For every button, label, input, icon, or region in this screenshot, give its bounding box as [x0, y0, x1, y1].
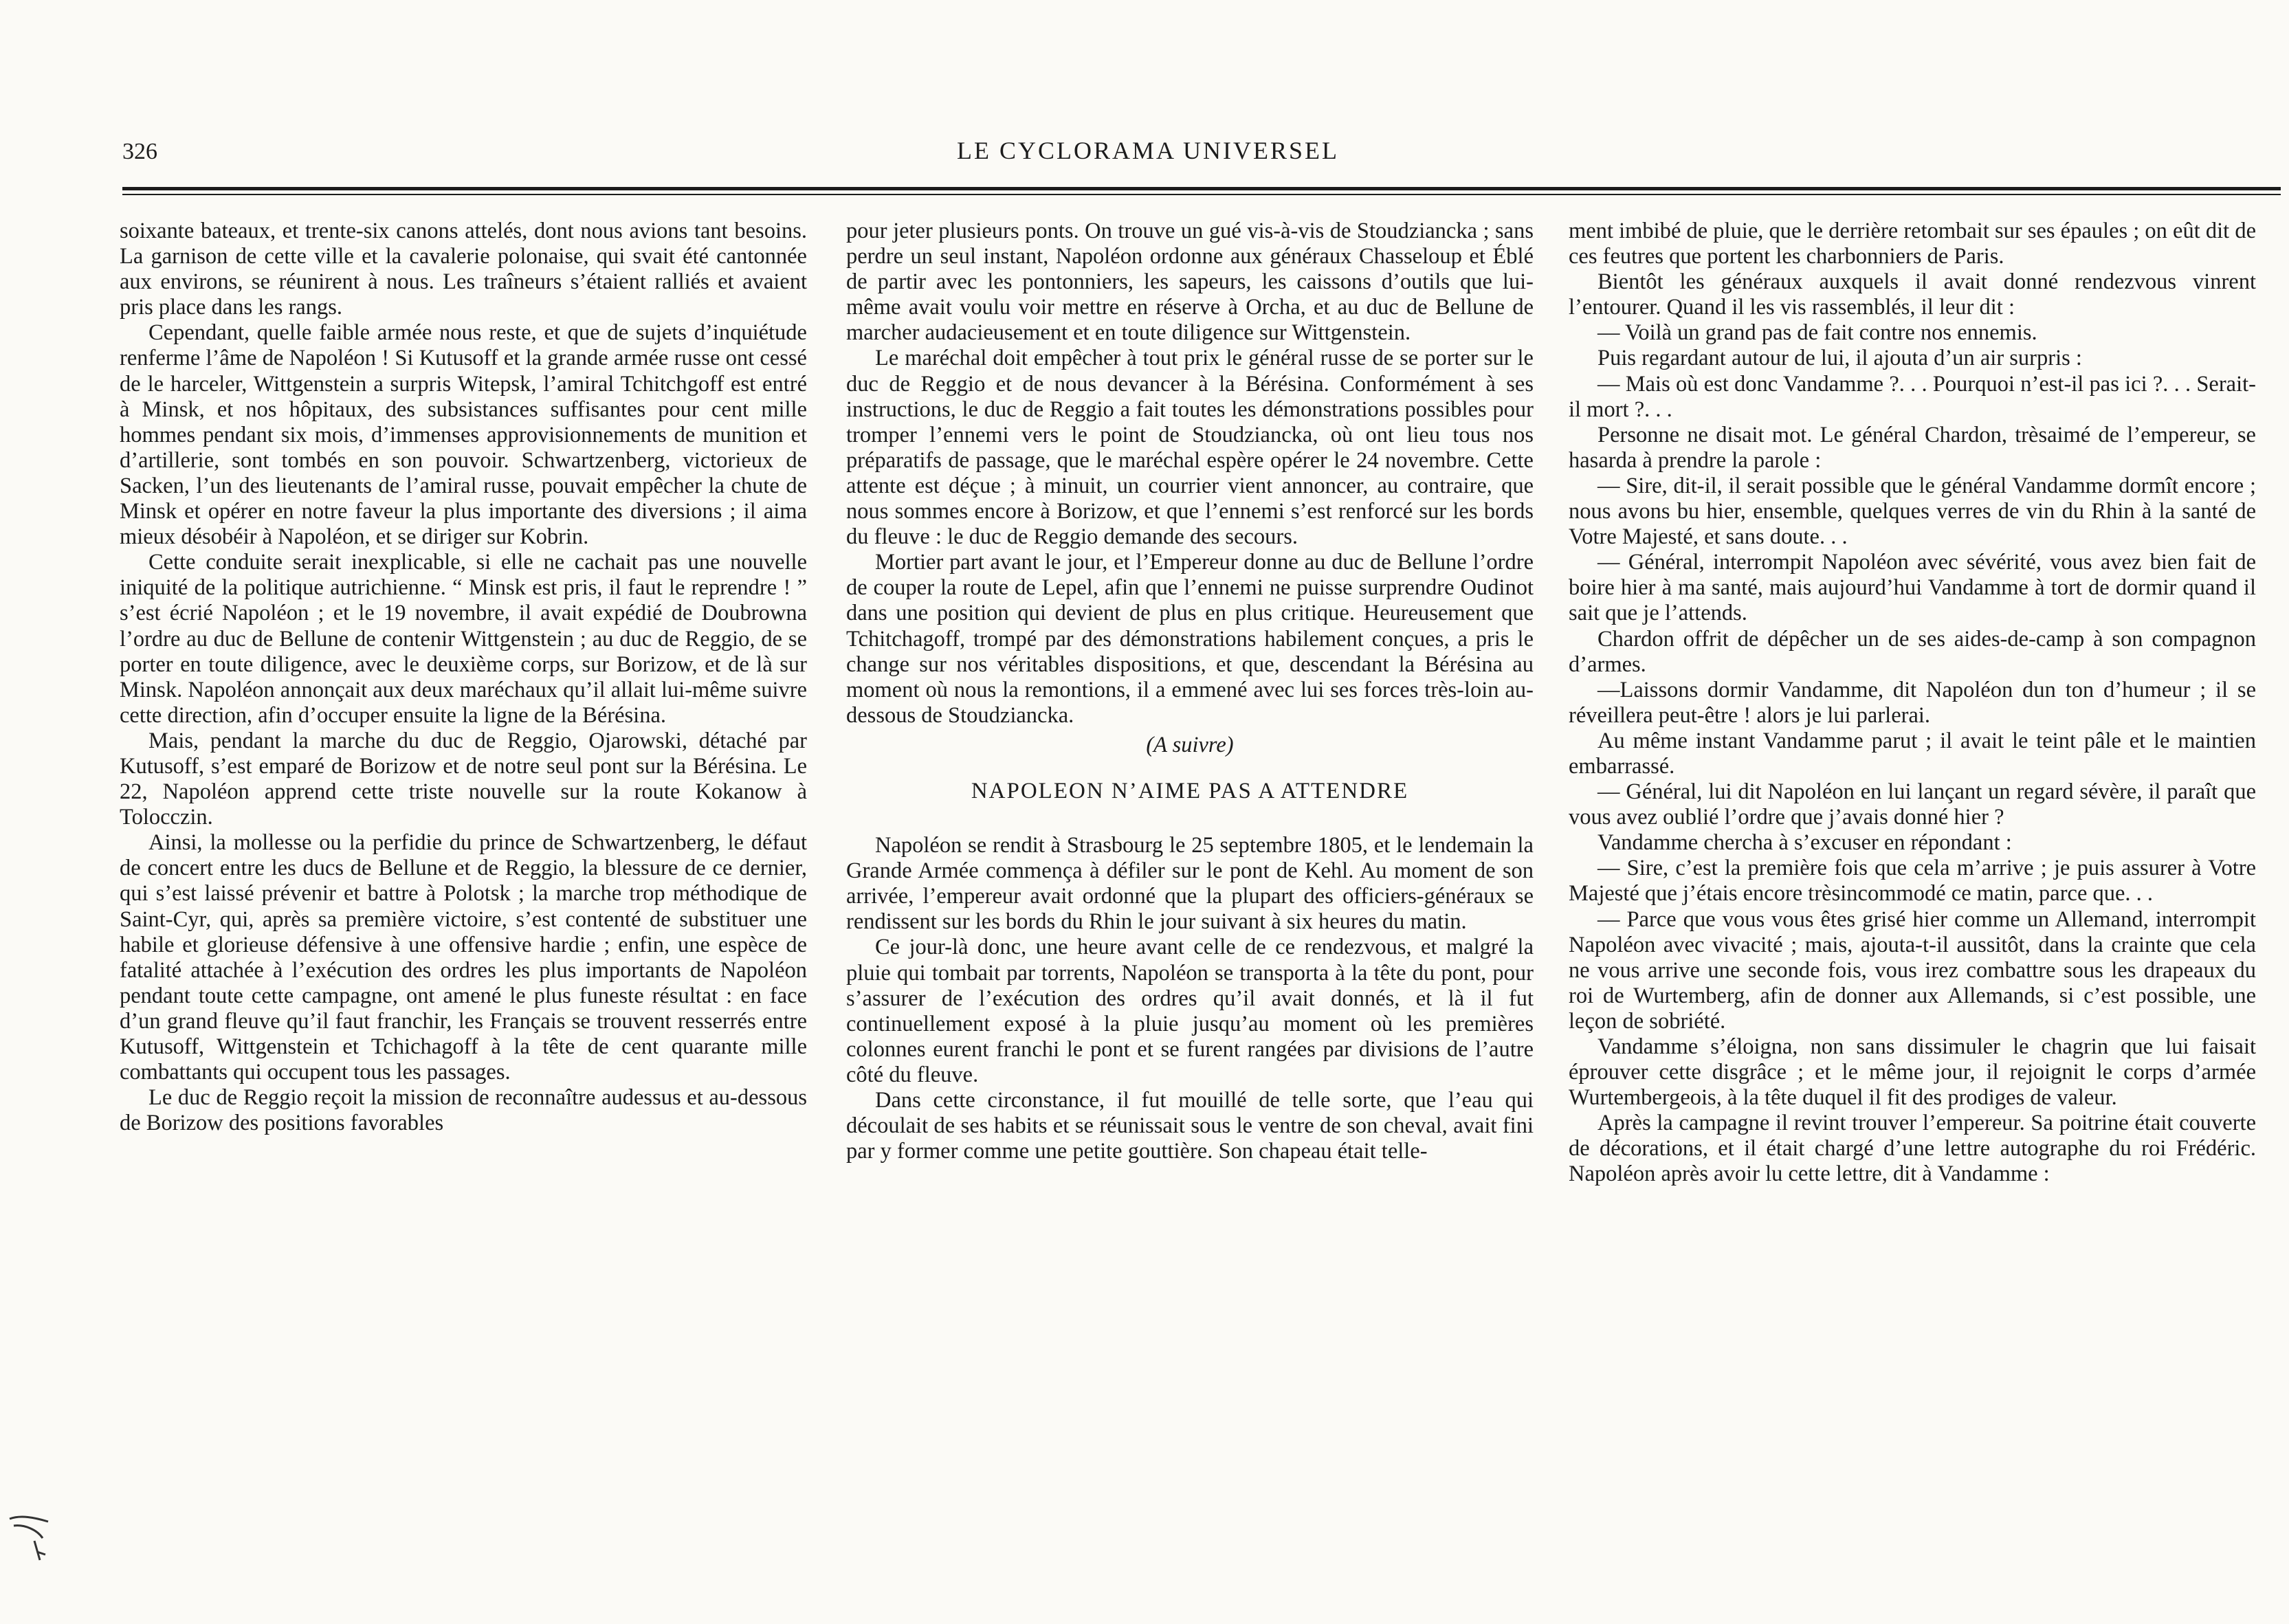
paragraph: Bientôt les généraux auxquels il avait donné rendezvous vinrent l’entourer. Quand il les vis rassemblés, il leur dit : — [1569, 269, 2256, 320]
paragraph: Après la campagne il revint trouver l’empereur. Sa poitrine était couverte de décorations, et il était chargé d’une lettre autographe du roi Frédéric. Napoléon après avoir lu cette lettre, dit à Vandamme : — [1569, 1111, 2256, 1187]
paragraph: Mais, pendant la marche du duc de Reggio, Ojarowski, détaché par Kutusoff, s’est emparé de Borizow et de notre seul pont sur la Bérésina. Le 22, Napoléon apprend cette triste nouvelle sur la route Kokanow à Tolocczin. — [120, 728, 807, 830]
to-be-continued: (A suivre) — [1146, 732, 1234, 757]
paragraph: — Sire, dit-il, il serait possible que le général Vandamme dormît encore ; nous avons bu hier, ensemble, quelques verres de vin du Rhin à la santé de Votre Majesté, et sans doute. . . — [1569, 473, 2256, 550]
paragraph: Le duc de Reggio reçoit la mission de reconnaître audessus et au-dessous de Borizow des positions favorables — [120, 1085, 807, 1136]
paragraph: Ce jour-là donc, une heure avant celle de ce rendezvous, et malgré la pluie qui tombait par torrents, Napoléon se transporta à la tête du pont, pour s’assurer de l’exécution des ordres qu’il avait donnés, et là il fut continuellement exposé à la pluie jusqu’au moment où les premières colonnes eurent franchi le pont et se furent rangées par divisions de l’autre côté du fleuve. — [846, 935, 1534, 1087]
paragraph: —Laissons dormir Vandamme, dit Napoléon dun ton d’humeur ; il se réveillera peut-être ! alors je lui parlerai. — [1569, 677, 2256, 728]
article-title: NAPOLEON N’AIME PAS A ATTENDRE — [971, 778, 1409, 803]
paragraph: Vandamme chercha à s’excuser en répondant : — [1597, 830, 2012, 856]
paragraph: Le maréchal doit empêcher à tout prix le général russe de se porter sur le duc de Reggio et de nous devancer à la Bérésina. Conformément à ses instructions, le duc de Reggio a fait toutes les démonstrations possibles pour tromper l’ennemi vers le point de Stoudziancka, où ont lieu tous nos préparatifs de passage, que le maréchal espère opérer le 24 novembre. Cette attente est déçue ; à minuit, un courrier vient annoncer, au contraire, que nous sommes encore à Borizow, et que l’ennemi s’est renforcé sur les bords du fleuve : le duc de Reggio demande des secours. — [846, 346, 1534, 550]
paragraph: — Sire, c’est la première fois que cela m’arrive ; je puis assurer à Votre Majesté que j’étais encore trèsincommodé ce matin, parce que. . . — [1569, 856, 2256, 906]
paragraph: Ainsi, la mollesse ou la perfidie du prince de Schwartzenberg, le défaut de concert entre les ducs de Bellune et de Reggio, la blessure de ce dernier, qui s’est laissé prévenir et battre à Polotsk ; la marche trop méthodique de Saint-Cyr, qui, après sa première victoire, s’est contenté de substituer une habile et glorieuse défensive à une offensive hardie ; enfin, une espèce de fatalité attachée à l’exécution des ordres les plus importants de Napoléon pendant toute cette campagne, ont amené le plus funeste résultat : en face d’un grand fleuve qu’il faut franchir, les Français se trouvent resserrés entre Kutusoff, Wittgenstein et Tchichagoff à la tête de cent quarante mille combattants qui occupent tous les passages. — [120, 830, 807, 1085]
paragraph: — Général, lui dit Napoléon en lui lançant un regard sévère, il paraît que vous avez oublié l’ordre que j’avais donné hier ? — [1569, 779, 2256, 830]
column-2 — [846, 219, 1534, 1164]
header-rule — [122, 187, 2281, 190]
paragraph: Chardon offrit de dépêcher un de ses aides-de-camp à son compagnon d’armes. — [1569, 626, 2256, 677]
paragraph: soixante bateaux, et trente-six canons attelés, dont nous avions tant besoins. La garnison de cette ville et la cavalerie polonaise, qui svait été cantonnée aux environs, se réunirent à nous. Les traîneurs s’étaient ralliés et avaient pris place dans les rangs. — [120, 219, 807, 320]
paragraph: Puis regardant autour de lui, il ajouta d’un air surpris : — [1597, 346, 2082, 371]
paragraph: Napoléon se rendit à Strasbourg le 25 septembre 1805, et le lendemain la Grande Armée commença à défiler sur le pont de Kehl. Au moment de son arrivée, l’empereur avait ordonné que la plupart des officiers-généraux se rendissent sur les bords du Rhin le jour suivant à six heures du matin. — [846, 833, 1534, 935]
paragraph: — Mais où est donc Vandamme ?. . . Pourquoi n’est-il pas ici ?. . . Serait-il mort ?. . . — [1569, 371, 2256, 422]
paragraph: ment imbibé de pluie, que le derrière retombait sur ses épaules ; on eût dit de ces feutres que portent les charbonniers de Paris. — [1569, 219, 2256, 269]
paragraph: pour jeter plusieurs ponts. On trouve un gué vis-à-vis de Stoudziancka ; sans perdre un seul instant, Napoléon ordonne aux généraux Chasseloup et Éblé de partir avec les pontonniers, les sapeurs, les caissons d’outils que lui-même avait voulu voir mettre en réserve à Orcha, et au duc de Bellune de marcher audacieusement et en toute diligence sur Wittgenstein. — [846, 219, 1534, 346]
paragraph: Dans cette circonstance, il fut mouillé de telle sorte, que l’eau qui découlait de ses habits et se réunissait sous le ventre de son cheval, avait fini par y former comme une petite gouttière. Son chapeau était telle- — [846, 1088, 1534, 1164]
running-title: LE CYCLORAMA UNIVERSEL — [956, 137, 1339, 164]
paragraph: — Voilà un grand pas de fait contre nos ennemis. — [1597, 320, 2037, 346]
paragraph: Mortier part avant le jour, et l’Empereur donne au duc de Bellune l’ordre de couper la route de Lepel, afin que l’ennemi ne puisse surprendre Oudinot dans une position qui devient de plus en plus critique. Heureusement que Tchitchagoff, trompé par des démonstrations habilement conçues, a pris le change sur nos véritables dispositions, et que, descendant la Bérésina au moment où nous la remontions, il a emmené avec lui ses forces très-loin au-dessous de Stoudziancka. — [846, 550, 1534, 728]
paragraph: Cette conduite serait inexplicable, si elle ne cachait pas une nouvelle iniquité de la politique autrichienne. “ Minsk est pris, il faut le reprendre ! ” s’est écrié Napoléon ; et le 19 novembre, il avait expédié de Doubrowna l’ordre au duc de Bellune de contenir Wittgenstein ; au duc de Reggio, de se porter en toute diligence, avec le deuxième corps, sur Borizow, et de là sur Minsk. Napoléon annonçait aux deux maréchaux qu’il allait lui-même suivre cette direction, afin d’occuper ensuite la ligne de la Bérésina. — [120, 550, 807, 728]
margin-scribble-mark — [7, 1512, 55, 1581]
paragraph: Au même instant Vandamme parut ; il avait le teint pâle et le maintien embarrassé. — [1569, 728, 2256, 779]
paragraph: Vandamme s’éloigna, non sans dissimuler le chagrin que lui faisait éprouver cette disgrâce ; et le même jour, il rejoignit le corps d’armée Wurtembergeois, à la tête duquel il fit des prodiges de valeur. — [1569, 1034, 2256, 1111]
paragraph: Cependant, quelle faible armée nous reste, et que de sujets d’inquiétude renferme l’âme de Napoléon ! Si Kutusoff et la grande armée russe ont cessé de le harceler, Wittgenstein a surpris Witepsk, l’amiral Tchitchgoff est entré à Minsk, et nos hôpitaux, des subsistances suffisantes pour cent mille hommes pendant six mois, d’immenses approvisionnements de munition et d’artillerie, sont tombés en son pouvoir. Schwartzenberg, victorieux de Sacken, l’un des lieutenants de l’amiral russe, pouvait empêcher la chute de Minsk et opérer en notre faveur la plus importante des diversions ; il aima mieux désobéir à Napoléon, et se diriger sur Kobrin. — [120, 320, 807, 550]
page-number: 326 — [122, 139, 157, 164]
paragraph: — Parce que vous vous êtes grisé hier comme un Allemand, interrompit Napoléon avec vivacité ; mais, ajouta-t-il aussitôt, dans la crainte que cela ne vous arrive une seconde fois, vous irez combattre sous les drapeaux du roi de Wurtemberg, afin de donner aux Allemands, si c’est possible, une leçon de sobriété. — [1569, 906, 2256, 1034]
header-rule-thin — [122, 194, 2281, 195]
paragraph: — Général, interrompit Napoléon avec sévérité, vous avez bien fait de boire hier à ma santé, mais aujourd’hui Vandamme à tort de dormir quand il sait que je l’attends. — [1569, 550, 2256, 626]
column-1 — [120, 219, 807, 1136]
column-3 — [1569, 219, 2256, 1188]
paragraph: Personne ne disait mot. Le général Chardon, trèsaimé de l’empereur, se hasarda à prendre la parole : — [1569, 422, 2256, 473]
